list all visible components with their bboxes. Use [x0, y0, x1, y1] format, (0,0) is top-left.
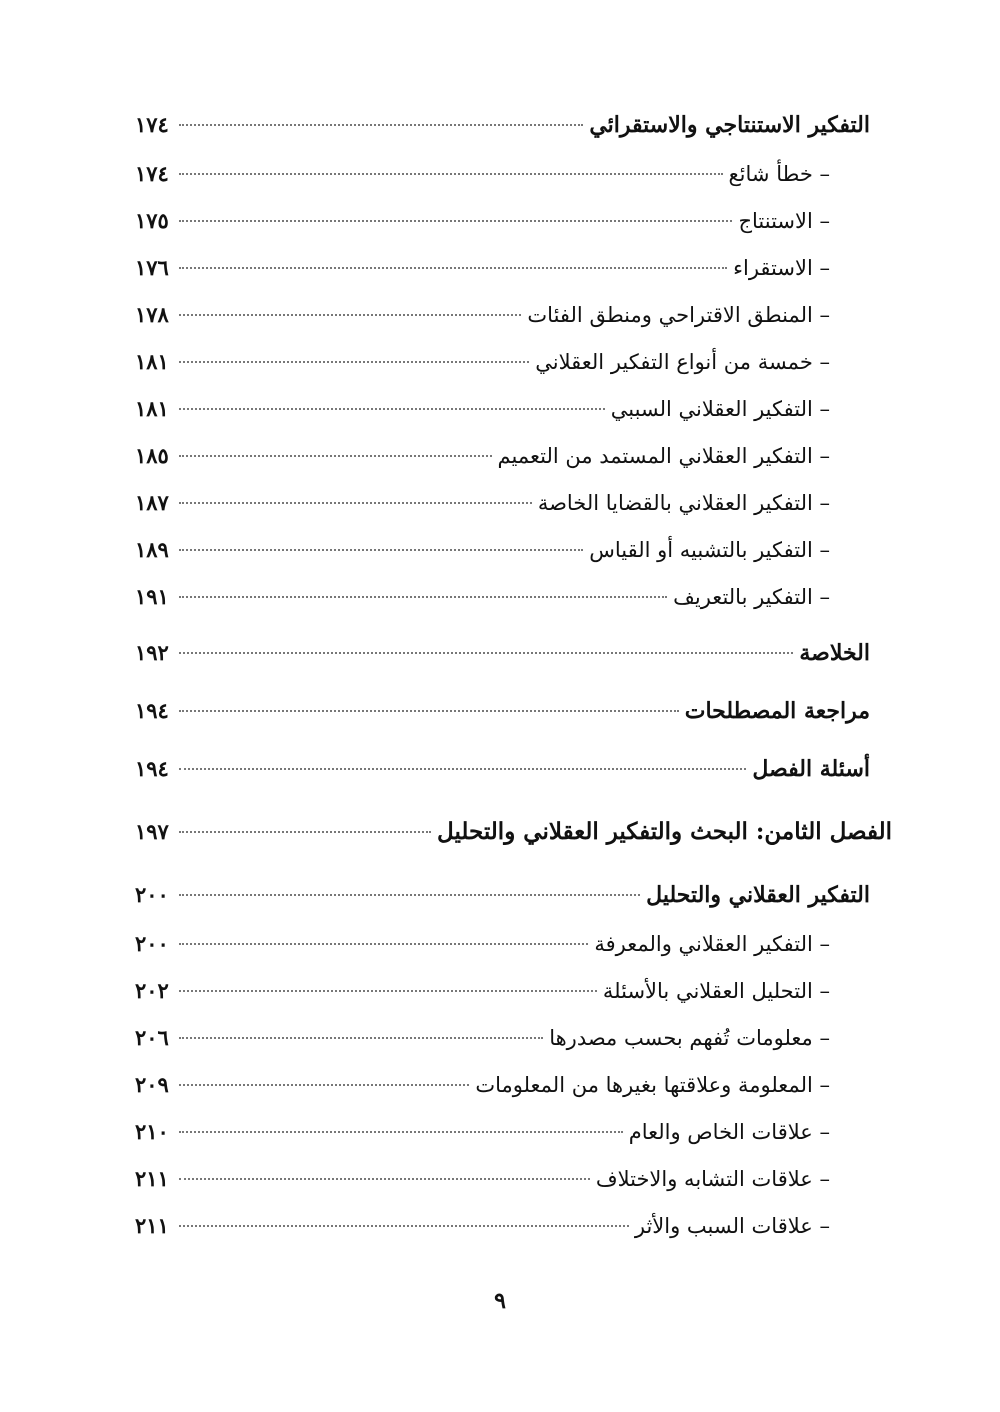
toc-entry-title: – التفكير العقلاني المستمد من التعميم [498, 433, 830, 480]
toc-entry[interactable] [135, 1108, 870, 1155]
toc-entry-page: ٢٠٦ [135, 1025, 169, 1050]
toc-entry-title: التفكير الاستنتاجي والاستقرائي [589, 112, 870, 138]
toc-entry[interactable] [135, 385, 870, 432]
toc-entry-title: الخلاصة [799, 640, 870, 666]
toc-entry-title: أسئلة الفصل [752, 756, 870, 782]
toc-entry-page: ١٧٤ [135, 112, 169, 137]
toc-entry[interactable] [135, 686, 870, 736]
toc-entry[interactable] [135, 573, 870, 620]
toc-entry-page: ١٧٨ [135, 302, 169, 327]
dot-leader [179, 267, 727, 269]
toc-entry-title: – التفكير بالتعريف [673, 574, 830, 621]
toc-entry-page: ١٨١ [135, 349, 169, 374]
dot-leader [179, 596, 667, 598]
dot-leader [179, 455, 492, 457]
toc-entry-title: – التفكير بالتشبيه أو القياس [589, 527, 830, 574]
dot-leader [179, 502, 532, 504]
toc-entry[interactable] [135, 432, 870, 479]
toc-entry[interactable] [135, 1014, 870, 1061]
toc-chapter-entry[interactable] [135, 807, 892, 857]
dot-leader [179, 1178, 590, 1180]
toc-entry-title: – علاقات السبب والأثر [635, 1203, 830, 1250]
toc-entry[interactable] [135, 291, 870, 338]
dot-leader [179, 1084, 469, 1086]
dot-leader [179, 361, 529, 363]
toc-entry-title: – التفكير العقلاني السببي [611, 386, 830, 433]
toc-entry[interactable] [135, 150, 870, 197]
toc-entry-title: – معلومات تُفهم بحسب مصدرها [549, 1015, 830, 1062]
toc-entry[interactable] [135, 967, 870, 1014]
toc-entry[interactable] [135, 479, 870, 526]
toc-entry-title: التفكير العقلاني والتحليل [646, 882, 870, 908]
toc-entry-page: ٢٠٩ [135, 1072, 169, 1097]
toc-entry-title: مراجعة المصطلحات [684, 698, 870, 724]
toc-entry-title: – المعلومة وعلاقتها بغيرها من المعلومات [475, 1062, 830, 1109]
toc-entry[interactable] [135, 100, 870, 150]
toc-entry[interactable] [135, 1202, 870, 1249]
toc-entry-page: ٢٠٢ [135, 978, 169, 1003]
dot-leader [179, 1225, 629, 1227]
table-of-contents [135, 100, 892, 1249]
toc-entry-page: ١٩٢ [135, 640, 169, 665]
dot-leader [179, 220, 732, 222]
toc-entry-title: – خطأ شائع [729, 151, 831, 198]
dot-leader [179, 549, 583, 551]
dot-leader [179, 173, 723, 175]
toc-entry-page: ٢١٠ [135, 1119, 169, 1144]
dot-leader [179, 710, 679, 712]
toc-entry[interactable] [135, 1061, 870, 1108]
dot-leader [179, 1037, 543, 1039]
dot-leader [179, 652, 793, 654]
toc-entry-title: – خمسة من أنواع التفكير العقلاني [535, 339, 830, 386]
toc-entry-title: الفصل الثامن: البحث والتفكير العقلاني والتحليل [437, 818, 892, 845]
toc-entry-page: ٢١١ [135, 1213, 169, 1238]
toc-entry-page: ١٧٥ [135, 208, 169, 233]
toc-entry-page: ١٩٤ [135, 756, 169, 781]
dot-leader [179, 990, 597, 992]
toc-entry-page: ٢١١ [135, 1166, 169, 1191]
toc-entry-page: ١٧٤ [135, 161, 169, 186]
dot-leader [179, 894, 640, 896]
dot-leader [179, 314, 521, 316]
toc-entry[interactable] [135, 1155, 870, 1202]
dot-leader [179, 124, 583, 126]
toc-entry-title: – التفكير العقلاني بالقضايا الخاصة [538, 480, 830, 527]
toc-entry-page: ١٨٥ [135, 443, 169, 468]
dot-leader [179, 408, 605, 410]
toc-entry-page: ١٨٧ [135, 490, 169, 515]
toc-entry-page: ١٩٤ [135, 698, 169, 723]
toc-entry-page: ١٩١ [135, 584, 169, 609]
toc-entry-page: ١٨٩ [135, 537, 169, 562]
toc-entry-title: – علاقات التشابه والاختلاف [596, 1156, 830, 1203]
toc-entry[interactable] [135, 744, 870, 794]
toc-entry[interactable] [135, 244, 870, 291]
dot-leader [179, 831, 431, 833]
toc-entry-page: ٢٠٠ [135, 882, 169, 907]
toc-entry-title: – المنطق الاقتراحي ومنطق الفئات [527, 292, 830, 339]
page-number: ٩ [494, 1288, 506, 1314]
dot-leader [179, 768, 746, 770]
toc-entry-title: – التحليل العقلاني بالأسئلة [603, 968, 830, 1015]
toc-entry-page: ٢٠٠ [135, 931, 169, 956]
toc-entry-title: – الاستقراء [733, 245, 830, 292]
toc-entry[interactable] [135, 870, 870, 920]
dot-leader [179, 1131, 623, 1133]
toc-entry-title: – التفكير العقلاني والمعرفة [594, 921, 830, 968]
toc-entry[interactable] [135, 526, 870, 573]
toc-entry-page: ١٨١ [135, 396, 169, 421]
toc-entry-title: – علاقات الخاص والعام [629, 1109, 830, 1156]
toc-entry-page: ١٧٦ [135, 255, 169, 280]
toc-entry[interactable] [135, 628, 870, 678]
dot-leader [179, 943, 588, 945]
toc-entry[interactable] [135, 338, 870, 385]
toc-entry[interactable] [135, 197, 870, 244]
toc-entry[interactable] [135, 920, 870, 967]
toc-entry-page: ١٩٧ [135, 819, 169, 844]
toc-entry-title: – الاستنتاج [738, 198, 830, 245]
